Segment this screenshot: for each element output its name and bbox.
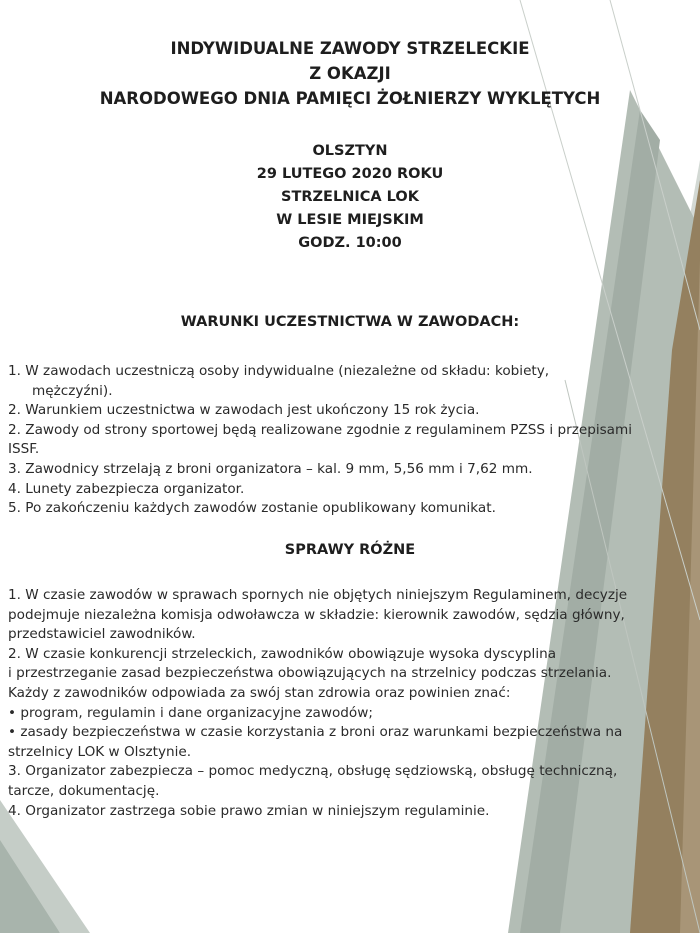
section-heading-misc: SPRAWY RÓŻNE xyxy=(284,542,416,558)
event-venue: STRZELNICA LOK xyxy=(281,189,419,205)
event-date: 29 LUTEGO 2020 ROKU xyxy=(256,166,444,182)
list-item: podejmuje niezależna komisja odwoławcza w składzie: kierownik zawodów, sędzia główny, xyxy=(8,606,625,623)
list-item: 4. Organizator zastrzega sobie prawo zmian w niniejszym regulaminie. xyxy=(8,802,490,819)
list-item: ISSF. xyxy=(8,441,40,458)
event-details xyxy=(0,140,700,255)
event-location: W LESIE MIEJSKIM xyxy=(276,212,424,228)
list-item: strzelnicy LOK w Olsztynie. xyxy=(8,743,192,760)
list-item: 3. Organizator zabezpiecza – pomoc medyczną, obsługę sędziowską, obsługę techniczną, xyxy=(8,763,618,780)
list-item: tarcze, dokumentację. xyxy=(8,782,160,799)
list-item: 1. W czasie zawodów w sprawach spornych nie objętych niniejszym Regulaminem, decyzje xyxy=(8,587,628,603)
list-item: 1. W zawodach uczestniczą osoby indywidualne (niezależne od składu: kobiety, xyxy=(8,363,550,379)
conditions-list xyxy=(8,362,696,519)
list-item: 5. Po zakończeniu każdych zawodów zostanie opublikowany komunikat. xyxy=(8,500,496,517)
list-item: 2. W czasie konkurencji strzeleckich, zawodników obowiązuje wysoka dyscyplina xyxy=(8,645,557,662)
list-item: 4. Lunety zabezpiecza organizator. xyxy=(8,480,245,497)
list-item: i przestrzeganie zasad bezpieczeństwa obowiązujących na strzelnicy podczas strzelania. xyxy=(8,665,612,682)
document-title xyxy=(0,36,700,111)
list-item: 3. Zawodnicy strzelają z broni organizatora – kal. 9 mm, 5,56 mm i 7,62 mm. xyxy=(8,460,533,477)
title-line-1: INDYWIDUALNE ZAWODY STRZELECKIE xyxy=(170,39,530,58)
event-city: OLSZTYN xyxy=(312,143,388,159)
list-item: mężczyźni). xyxy=(32,382,113,399)
event-time: GODZ. 10:00 xyxy=(298,235,402,251)
list-item: • zasady bezpieczeństwa w czasie korzystania z broni oraz warunkami bezpieczeństwa na xyxy=(8,724,623,741)
section-heading-conditions: WARUNKI UCZESTNICTWA W ZAWODACH: xyxy=(180,314,520,330)
title-line-2: Z OKAZJI xyxy=(309,64,391,83)
list-item: przedstawiciel zawodników. xyxy=(8,626,196,643)
list-item: 2. Warunkiem uczestnictwa w zawodach jest ukończony 15 rok życia. xyxy=(8,402,480,419)
list-item: • program, regulamin i dane organizacyjne zawodów; xyxy=(8,704,373,721)
list-item: 2. Zawody od strony sportowej będą realizowane zgodnie z regulaminem PZSS i przepisami xyxy=(8,421,633,438)
list-item: Każdy z zawodników odpowiada za swój stan zdrowia oraz powinien znać: xyxy=(8,684,511,701)
misc-list xyxy=(8,586,696,821)
title-line-3: NARODOWEGO DNIA PAMIĘCI ŻOŁNIERZY WYKLĘTYCH xyxy=(99,89,601,108)
